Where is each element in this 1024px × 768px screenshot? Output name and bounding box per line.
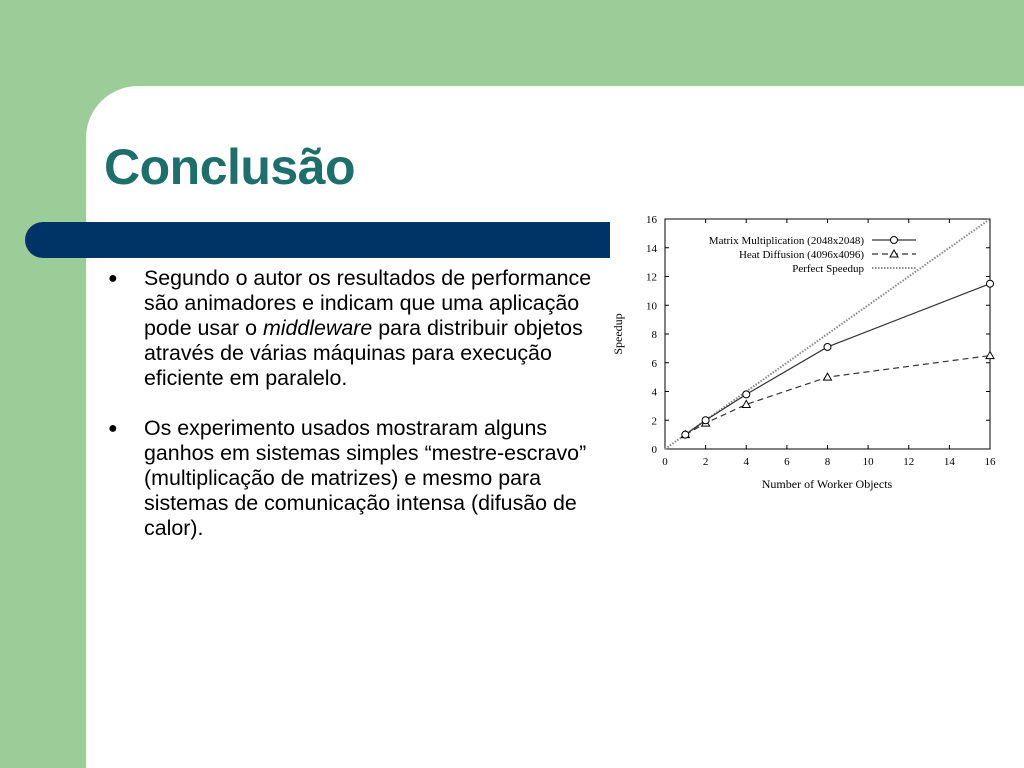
series-line [685,356,990,435]
y-tick-label: 2 [651,415,657,428]
slide-title: Conclusão [104,139,356,195]
legend-label: Heat Diffusion (4096x4096) [738,249,864,261]
title-underline-bar [25,222,610,258]
x-tick-label: 0 [662,456,668,468]
y-tick-label: 16 [646,214,657,226]
data-point [682,431,689,438]
x-tick-label: 2 [702,456,709,468]
y-tick-label: 4 [651,386,657,399]
bullet-list [104,266,604,566]
x-tick-label: 16 [984,456,996,468]
bullet-1-text-end: para distribuir objetos através de várias máquinas para execução eficiente em paralelo. [144,316,583,390]
legend-marker [891,237,898,244]
bullet-1-italic-term: middleware [262,316,373,340]
bullet-dot-icon: ● [108,420,118,437]
legend-label: Matrix Multiplication (2048x2048) [708,235,864,247]
data-point [987,280,994,287]
legend-label: Perfect Speedup [792,263,864,275]
data-point [743,391,750,398]
x-tick-label: 10 [862,456,874,468]
x-tick-label: 8 [824,456,831,468]
bullet-1-text-start: Segundo o autor os resultados de performance são animadores e indicam que uma aplicação pode usar o [144,266,592,340]
x-axis-label: Number of Worker Objects [761,477,893,491]
bullet-dot-icon: ● [108,270,118,287]
y-tick-label: 0 [651,444,657,456]
bullet-item-1 [104,266,604,391]
x-tick-label: 6 [784,456,790,468]
y-tick-label: 8 [651,329,657,341]
y-tick-label: 14 [646,242,657,255]
y-tick-label: 10 [646,300,657,313]
x-tick-label: 14 [943,456,955,468]
y-tick-label: 6 [651,357,657,370]
x-tick-label: 4 [743,456,749,468]
data-point [824,343,831,350]
data-point [702,417,709,424]
bullet-item-2 [104,416,604,541]
y-axis-label: Speedup [611,313,625,355]
data-point [986,352,994,359]
speedup-chart [606,212,1000,502]
data-point [824,373,832,380]
x-tick-label: 12 [903,456,915,468]
y-tick-label: 12 [646,271,657,284]
bullet-2-text: Os experimento usados mostraram alguns ganhos em sistemas simples “mestre-escravo” (multiplicação de matrizes) e mesmo para sistemas de comunicação intensa (difusão de calor). [144,416,587,540]
